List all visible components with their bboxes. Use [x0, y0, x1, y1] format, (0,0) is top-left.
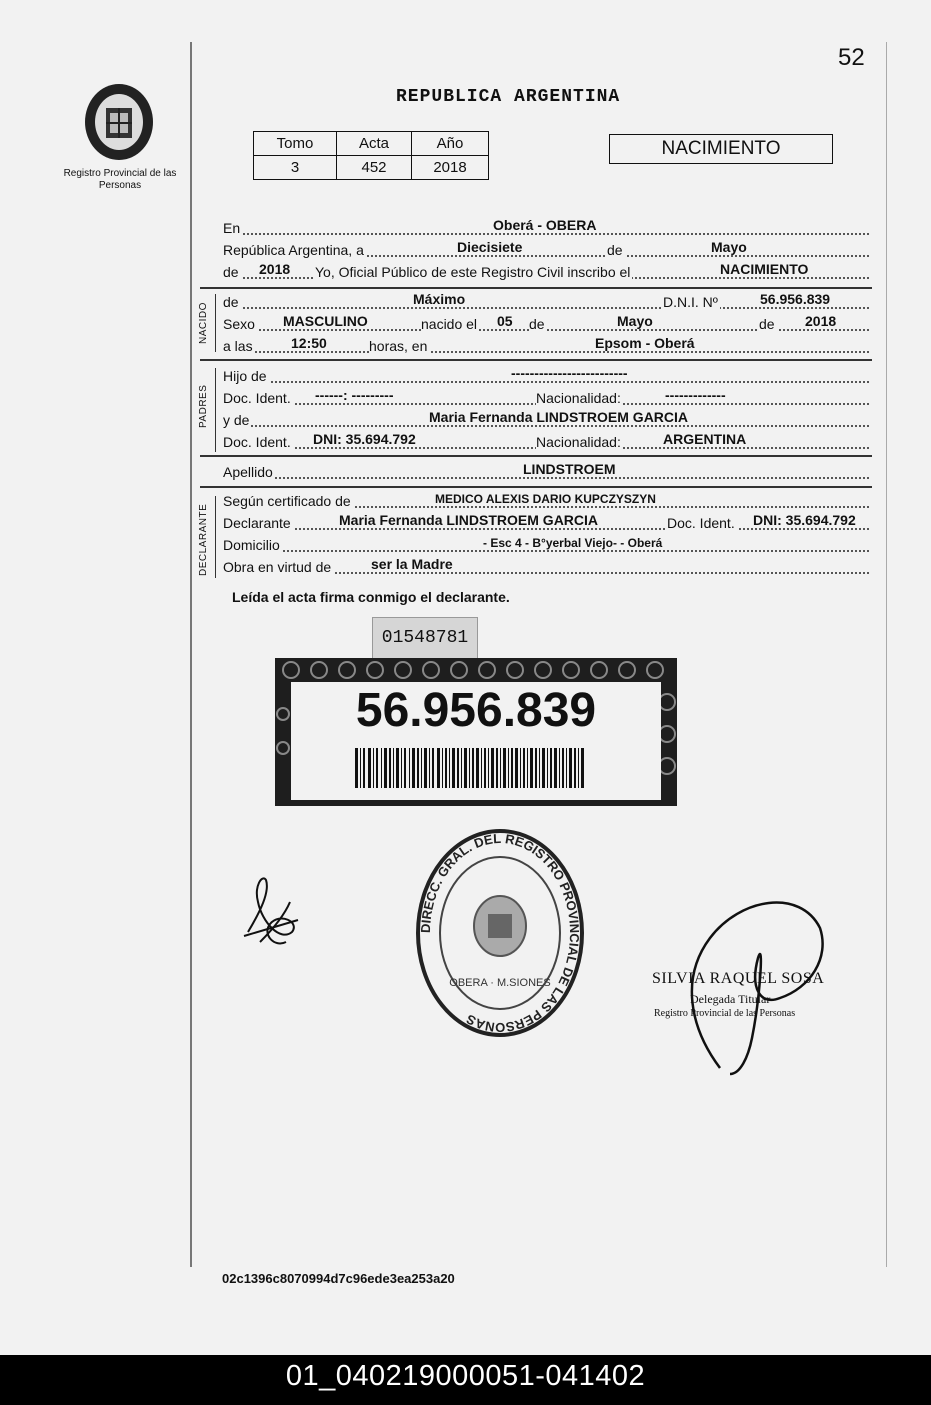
hijo-label: Hijo de	[223, 368, 267, 384]
registry-label: Registro Provincial de las Personas	[63, 168, 177, 191]
cert-label: Según certificado de	[223, 493, 351, 509]
official-seal	[414, 826, 586, 1045]
record-type-box: NACIMIENTO	[609, 134, 833, 164]
anio-header: Año	[412, 132, 489, 156]
declarant-signature	[240, 872, 304, 961]
place-value: Oberá - OBERA	[493, 217, 597, 233]
closing-statement: Leída el acta firma conmigo el declarante.	[232, 589, 510, 605]
seal-inner-text: OBERA · M.SIONES	[449, 977, 551, 989]
row-mother-doc	[223, 432, 869, 452]
official-name: SILVIA RAQUEL SOSA	[652, 970, 825, 987]
dni-label: D.N.I. Nº	[663, 294, 718, 310]
mother-doc-value: DNI: 35.694.792	[313, 431, 416, 447]
sexo-label: Sexo	[223, 316, 255, 332]
document-hash: 02c1396c8070994d7c96ede3ea253a20	[222, 1271, 455, 1286]
mother-nat-value: ARGENTINA	[663, 431, 747, 447]
doc-label-2: Doc. Ident.	[223, 434, 291, 450]
serial-number: 01548781	[372, 617, 478, 659]
dom-value: - Esc 4 - B°yerbal Viejo- - Oberá	[483, 536, 663, 550]
row-en	[223, 218, 869, 238]
province-logo	[80, 78, 158, 162]
padres-section-label: PADRES	[198, 384, 209, 428]
acta-header: Acta	[337, 132, 412, 156]
id-number: 56.956.839	[355, 684, 597, 737]
birth-year-value: 2018	[805, 313, 837, 329]
de-label-2: de	[529, 316, 545, 332]
oficial-label: Yo, Oficial Público de este Registro Civil inscribo el	[315, 264, 631, 280]
year-value: 2018	[259, 261, 291, 277]
row-nacido-name	[223, 292, 869, 312]
decl-doc-value: DNI: 35.694.792	[753, 512, 856, 528]
section-divider	[200, 486, 872, 488]
declarante-section-label: DECLARANTE	[198, 503, 209, 576]
anio-value: 2018	[412, 156, 489, 180]
dni-value: 56.956.839	[760, 291, 831, 307]
birth-place-value: Epsom - Oberá	[595, 335, 695, 351]
apellido-label: Apellido	[223, 464, 273, 480]
day-words-value: Diecisiete	[457, 239, 523, 255]
row-sexo	[223, 314, 869, 334]
birth-month-value: Mayo	[617, 313, 653, 329]
de-label: de	[607, 242, 623, 258]
row-certificado	[223, 491, 869, 511]
official-role: Delegada Titular	[690, 992, 771, 1006]
decl-value: Maria Fernanda LINDSTROEM GARCIA	[339, 512, 599, 528]
inscribo-value: NACIMIENTO	[720, 261, 809, 277]
row-hijo	[223, 366, 869, 386]
obra-label: Obra en virtud de	[223, 559, 332, 575]
y-de-label: y de	[223, 412, 250, 428]
father-doc-value: ------: ---------	[315, 387, 394, 403]
official-org: Registro Provincial de las Personas	[654, 1008, 796, 1019]
nacido-el-label: nacido el	[421, 316, 478, 332]
apellido-value: LINDSTROEM	[523, 461, 616, 477]
row-republica	[223, 240, 869, 260]
seal-text: DIRECC. GRAL. DEL REGISTRO PROVINCIAL DE LAS PERSONAS	[417, 830, 583, 1036]
decl-doc-label: Doc. Ident.	[667, 515, 735, 531]
section-divider	[200, 287, 872, 289]
row-father-doc	[223, 388, 869, 408]
row-mother	[223, 410, 869, 430]
en-label: En	[223, 220, 241, 236]
nacido-de-label: de	[223, 294, 239, 310]
acta-value: 452	[337, 156, 412, 180]
obra-value: ser la Madre	[371, 556, 453, 572]
de2-label: de	[223, 264, 239, 280]
de-label-3: de	[759, 316, 775, 332]
a-las-label: a las	[223, 338, 253, 354]
record-table	[253, 131, 489, 180]
left-margin-line	[190, 42, 192, 1267]
father-nat-value: -------------	[665, 387, 726, 403]
row-hora	[223, 336, 869, 356]
dom-label: Domicilio	[223, 537, 280, 553]
row-year	[223, 262, 869, 282]
cert-value: MEDICO ALEXIS DARIO KUPCZYSZYN	[435, 492, 656, 506]
row-apellido	[223, 462, 869, 482]
time-value: 12:50	[291, 335, 327, 351]
row-obra	[223, 557, 869, 577]
section-divider	[200, 359, 872, 361]
month-value: Mayo	[711, 239, 747, 255]
tomo-value: 3	[254, 156, 337, 180]
tomo-header: Tomo	[254, 132, 337, 156]
child-name-value: Máximo	[413, 291, 466, 307]
row-declarante	[223, 513, 869, 533]
row-domicilio	[223, 535, 869, 555]
document-title: REPUBLICA ARGENTINA	[396, 87, 621, 107]
page-number: 52	[838, 44, 865, 71]
republica-label: República Argentina, a	[223, 242, 364, 258]
father-name-value: -------------------------	[511, 365, 628, 381]
birth-day-value: 05	[497, 313, 513, 329]
sexo-value: MASCULINO	[283, 313, 368, 329]
nacionalidad-label-2: Nacionalidad:	[536, 434, 621, 450]
barcode	[355, 748, 587, 788]
mother-name-value: Maria Fernanda LINDSTROEM GARCIA	[429, 409, 689, 425]
nacionalidad-label: Nacionalidad:	[536, 390, 621, 406]
footer-code: 01_040219000051-041402	[285, 1360, 646, 1392]
section-divider	[200, 455, 872, 457]
nacido-section-label: NACIDO	[198, 302, 209, 344]
right-margin-line	[886, 42, 887, 1267]
horas-label: horas, en	[369, 338, 428, 354]
doc-label: Doc. Ident.	[223, 390, 291, 406]
decl-label: Declarante	[223, 515, 291, 531]
